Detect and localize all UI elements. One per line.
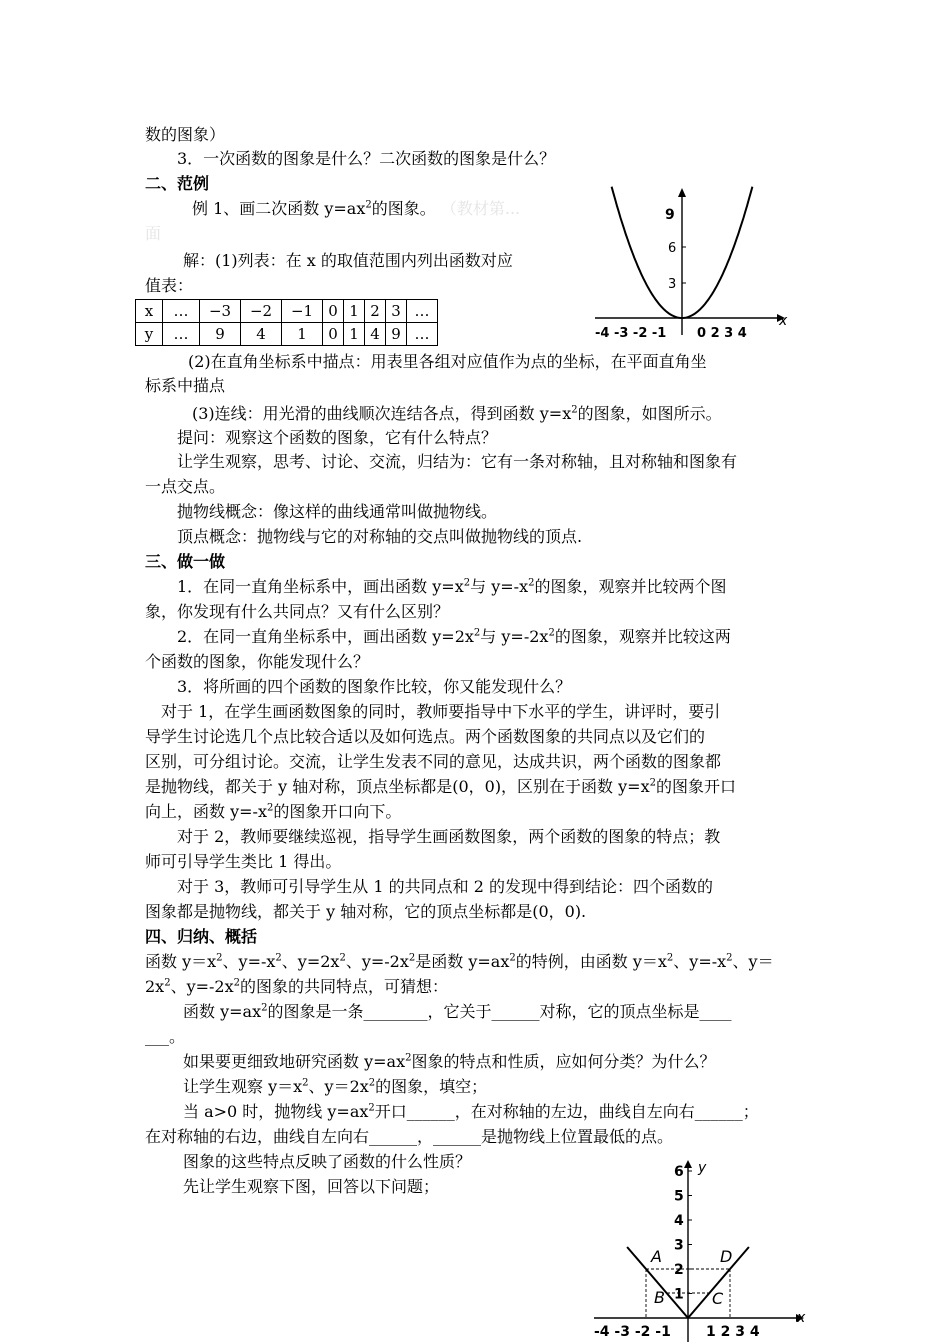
text-line: 个函数的图象，你能发现什么？: [145, 652, 370, 671]
text-line: 2．在同一直角坐标系中，画出函数 $y=2x^2$与 $y=-2x^2$的图象，观察并比较这两: [177, 627, 731, 646]
table-cell: y: [136, 323, 163, 346]
table-cell: −1: [282, 300, 323, 323]
table-cell: 0: [323, 300, 344, 323]
text-line: 让学生观察，思考、讨论、交流，归结为：它有一条对称轴，且对称轴和图象有: [177, 452, 738, 471]
text-line: 象，你发现有什么共同点？又有什么区别？: [145, 602, 450, 621]
point-label-a: A: [651, 1247, 662, 1266]
text-line: 抛物线概念：像这样的曲线通常叫做抛物线。: [177, 502, 498, 521]
section-heading: 四、归纳、概括: [145, 927, 258, 946]
table-cell: 0: [323, 323, 344, 346]
point-label-d: D: [720, 1247, 733, 1266]
y-axis-arrow: [684, 1160, 692, 1168]
x-tick-labels: -4 -3 -2 -1: [595, 326, 667, 341]
table-cell: 4: [241, 323, 282, 346]
text-line: 在对称轴的右边，曲线自左向右______，______是抛物线上位置最低的点。: [145, 1127, 674, 1146]
table-cell: …: [407, 300, 438, 323]
y-axis-label: y: [698, 1160, 707, 1176]
y-tick-label: 3: [668, 277, 677, 292]
text-line: 当 a>0 时，抛物线 $y=ax^2$开口______，在对称轴的左边，曲线自左向右______；: [183, 1102, 759, 1121]
table-cell: −2: [241, 300, 282, 323]
text-line: 对于 3，教师可引导学生从 1 的共同点和 2 的发现中得到结论：四个函数的: [177, 877, 713, 896]
text-line: 3．将所画的四个函数的图象作比较，你又能发现什么？: [177, 677, 572, 696]
text-line: $2x^2$、$y=-2x^2$的图象的共同特点，可猜想：: [145, 977, 449, 996]
point-label-c: C: [712, 1289, 724, 1308]
solution-line: 解：(1)列表：在 x 的取值范围内列出函数对应: [183, 251, 513, 270]
table-cell: …: [163, 300, 200, 323]
text-line: 区别，可分组讨论。交流，让学生发表不同的意见，达成共识，两个函数的图象都: [145, 752, 722, 771]
text-line: (3)连线：用光滑的曲线顺次连结各点，得到函数 $y=x^2$的图象，如图所示。: [192, 404, 722, 423]
table-cell: 4: [365, 323, 386, 346]
y-tick-label: 4: [674, 1213, 684, 1229]
table-cell: 9: [386, 323, 407, 346]
y-tick-label: 6: [668, 241, 677, 256]
text-line: 让学生观察 $y=x^2$、$y=2x^2$的图象，填空；: [183, 1077, 488, 1096]
function-graph-2: [588, 1158, 810, 1344]
text-line: 提问：观察这个函数的图象，它有什么特点？: [177, 428, 498, 447]
text-line: 师可引导学生类比 1 得出。: [145, 852, 342, 871]
text-line: 向上，函数 $y=-x^2$的图象开口向下。: [145, 802, 402, 821]
text-line: 图象的这些特点反映了函数的什么性质？: [183, 1152, 472, 1171]
x-tick-labels: -4 -3 -2 -1: [594, 1324, 671, 1340]
section-heading: 三、做一做: [145, 552, 226, 571]
text-line: 顶点概念：抛物线与它的对称轴的交点叫做抛物线的顶点.: [177, 527, 583, 546]
table-cell: 1: [344, 300, 365, 323]
text-line: 函数 $y=ax^2$的图象是一条________，它关于______对称，它的顶点坐标是____: [183, 1002, 732, 1021]
x-axis-label: x: [797, 1310, 806, 1326]
text-line: 导学生讨论选几个点比较合适以及如何选点。两个函数图象的共同点以及它们的: [145, 727, 706, 746]
y-tick-label: 9: [665, 207, 675, 223]
table-cell: 1: [344, 323, 365, 346]
table-cell: 9: [200, 323, 241, 346]
text-line: 图象都是抛物线，都关于 y 轴对称，它的顶点坐标都是(0，0).: [145, 902, 587, 921]
text-line: 标系中描点: [145, 376, 226, 395]
table-row: [136, 300, 438, 323]
text-line: 函数 $y=x^2$、$y=-x^2$、$y=2x^2$、$y=-2x^2$是函数 $y=ax^2$的特例，由函数 $y=x^2$、$y=-x^2$、y＝: [145, 952, 774, 971]
x-tick-labels: 0 2 3 4: [697, 326, 747, 341]
table-row: [136, 323, 438, 346]
y-axis-arrow: [678, 188, 686, 197]
text-line: 3．一次函数的图象是什么？二次函数的图象是什么？: [177, 149, 556, 168]
value-table: [135, 299, 438, 346]
table-cell: …: [163, 323, 200, 346]
section-heading: 二、范例: [145, 174, 210, 193]
table-cell: 2: [365, 300, 386, 323]
table-cell: 3: [386, 300, 407, 323]
y-tick-label: 6: [674, 1164, 684, 1180]
y-tick-label: 5: [674, 1188, 684, 1205]
text-line: ___。: [145, 1027, 186, 1046]
solution-line: 值表：: [145, 276, 194, 295]
table-cell: …: [407, 323, 438, 346]
x-axis-label: x: [779, 313, 788, 329]
text-line: 先让学生观察下图，回答以下问题；: [183, 1177, 440, 1196]
text-line: 对于 1，在学生画函数图象的同时，教师要指导中下水平的学生，讲评时，要引: [161, 702, 721, 721]
text-line: 数的图象）: [145, 125, 226, 144]
point-label-b: B: [654, 1288, 665, 1307]
text-line: 1．在同一直角坐标系中，画出函数 $y=x^2$与 $y=-x^2$的图象，观察并比较两个图: [177, 577, 727, 596]
table-cell: 1: [282, 323, 323, 346]
y-tick-label: 1: [674, 1286, 684, 1303]
example-line: 例 1、画二次函数 $y=ax^2$的图象。 （教材第...: [192, 199, 521, 218]
table-cell: x: [136, 300, 163, 323]
y-tick-label: 2: [674, 1262, 684, 1278]
text-line: 如果要更细致地研究函数 $y=ax^2$图象的特点和性质，应如何分类？为什么？: [183, 1052, 716, 1071]
text-line: (2)在直角坐标系中描点：用表里各组对应值作为点的坐标，在平面直角坐: [188, 352, 707, 371]
table-cell: −3: [200, 300, 241, 323]
y-tick-label: 3: [674, 1237, 684, 1254]
x-tick-labels: 1 2 3 4: [706, 1324, 760, 1340]
text-line: 是抛物线，都关于 y 轴对称，顶点坐标都是(0，0)，区别在于函数 $y=x^2$的图象开口: [145, 777, 737, 796]
parabola-graph-1: [585, 185, 795, 345]
text-line: 一点交点。: [145, 477, 226, 496]
text-line: 对于 2，教师要继续巡视，指导学生画函数图象，两个函数的图象的特点；教: [177, 827, 721, 846]
faint-text: 面: [145, 224, 162, 243]
y-tick-group: [674, 1164, 692, 1303]
